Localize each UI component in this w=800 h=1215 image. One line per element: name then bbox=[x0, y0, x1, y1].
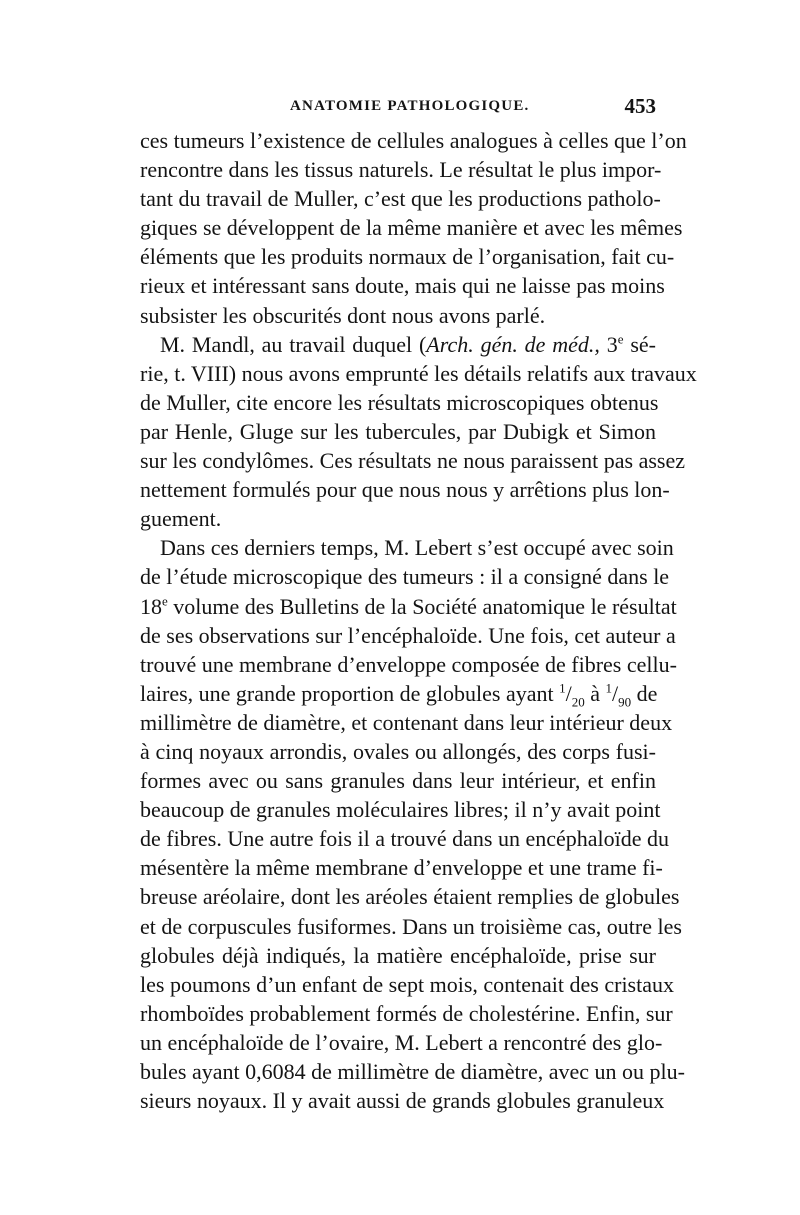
text-line: rieux et intéressant sans doute, mais qui ne laisse pas moins bbox=[140, 273, 665, 299]
text-line: globules déjà indiqués, la matière encéphaloïde, prise sur bbox=[140, 942, 656, 968]
page-number: 453 bbox=[624, 94, 656, 118]
running-head: ANATOMIE PATHOLOGIQUE. bbox=[290, 98, 530, 114]
fraction-numerator: 1 bbox=[605, 680, 612, 696]
text-segment: M. Mandl, au travail duquel ( bbox=[160, 331, 427, 357]
text-line bbox=[140, 330, 656, 359]
text-line: par Henle, Gluge sur les tubercules, par Dubigk et Simon bbox=[140, 418, 656, 444]
text-line: rhomboïdes probablement formés de cholestérine. Enfin, sur bbox=[140, 1000, 673, 1026]
text-line: sur les condylômes. Ces résultats ne nous paraissent pas assez bbox=[140, 448, 685, 474]
citation: Arch. gén. de méd., bbox=[426, 331, 600, 357]
text-line: de Muller, cite encore les résultats microscopiques obtenus bbox=[140, 389, 659, 415]
text-line: giques se développent de la même manière et avec les mêmes bbox=[140, 215, 683, 241]
text-line: ces tumeurs l’existence de cellules analogues à celles que l’on bbox=[140, 128, 687, 153]
text-line: rie, t. VIII) nous avons emprunté les détails relatifs aux travaux bbox=[140, 360, 697, 386]
text-line: et de corpuscules fusiformes. Dans un troisième cas, outre les bbox=[140, 913, 682, 939]
text-line: à cinq noyaux arrondis, ovales ou allongés, des corps fusi- bbox=[140, 738, 656, 764]
text-segment: de bbox=[631, 680, 658, 706]
superscript: e bbox=[617, 331, 624, 347]
superscript: e bbox=[162, 593, 168, 609]
text-line: beaucoup de granules moléculaires libres; il n’y avait point bbox=[140, 797, 661, 823]
fraction-denominator: 20 bbox=[571, 694, 585, 710]
text-line: breuse aréolaire, dont les aréoles étaient remplies de globules bbox=[140, 884, 680, 910]
text-line: un encéphaloïde de l’ovaire, M. Lebert a rencontré des glo- bbox=[140, 1029, 663, 1055]
text-line: sieurs noyaux. Il y avait aussi de grands globules granuleux bbox=[140, 1088, 665, 1114]
text-line: bules ayant 0,6084 de millimètre de diamètre, avec un ou plu- bbox=[140, 1059, 685, 1084]
text-line: éléments que les produits normaux de l’organisation, fait cu- bbox=[140, 244, 675, 270]
fraction-numerator: 1 bbox=[559, 680, 566, 696]
text-line: rencontre dans les tissus naturels. Le résultat le plus impor- bbox=[140, 157, 662, 183]
text-segment: 18 bbox=[140, 593, 162, 619]
page-header bbox=[140, 94, 656, 124]
text-line: mésentère la même membrane d’enveloppe et une trame fi- bbox=[140, 855, 663, 881]
fraction-slash: / bbox=[612, 680, 619, 706]
text-line: trouvé une membrane d’enveloppe composée de fibres cellu- bbox=[140, 651, 677, 677]
text-line: de l’étude microscopique des tumeurs : il a consigné dans le bbox=[140, 564, 670, 590]
text-segment: sé- bbox=[623, 331, 656, 357]
text-line: Dans ces derniers temps, M. Lebert s’est occupé avec soin bbox=[160, 535, 674, 561]
text-line: nettement formulés pour que nous nous y arrêtions plus lon- bbox=[140, 477, 670, 503]
text-line: de fibres. Une autre fois il a trouvé dans un encéphaloïde du bbox=[140, 826, 670, 852]
text-segment: à bbox=[584, 680, 606, 706]
text-line: de ses observations sur l’encéphaloïde. Une fois, cet auteur a bbox=[140, 622, 676, 648]
text-line: subsister les obscurités dont nous avons parlé. bbox=[140, 302, 546, 328]
body-text bbox=[140, 126, 697, 1115]
text-line bbox=[140, 679, 656, 708]
text-line: tant du travail de Muller, c’est que les productions patholo- bbox=[140, 186, 661, 212]
fraction-slash: / bbox=[565, 680, 572, 706]
text-line bbox=[140, 592, 677, 621]
text-line: formes avec ou sans granules dans leur intérieur, et enfin bbox=[140, 768, 656, 794]
text-segment: volume des Bulletins de la Société anatomique le résultat bbox=[167, 593, 677, 619]
text-line: les poumons d’un enfant de sept mois, contenait des cristaux bbox=[140, 971, 674, 997]
text-line: millimètre de diamètre, et contenant dans leur intérieur deux bbox=[140, 709, 673, 735]
fraction-denominator: 90 bbox=[618, 694, 632, 710]
text-segment: laires, une grande proportion de globules ayant bbox=[140, 680, 560, 706]
text-segment: 3 bbox=[599, 331, 618, 357]
text-line: guement. bbox=[140, 506, 222, 532]
